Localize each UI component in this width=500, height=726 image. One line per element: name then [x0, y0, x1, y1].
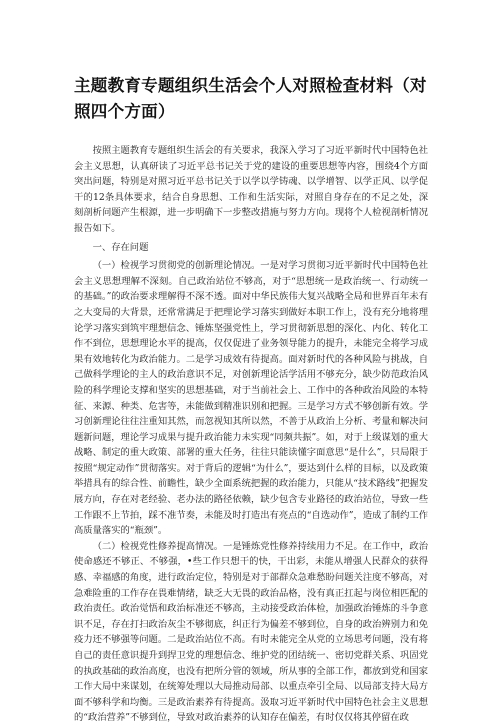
problem-paragraph-1: （一）检视学习贯彻党的创新理论情况。一是对学习贯彻习近平新时代中国特色社会主义思想理解不深刻。自己政治站位不够高，对于“思想统一是政治统一、行动统一的基础。”的政治要求理解得不深不透。面对中华民族伟大复兴战略全局和世界百年未有之大变局的大背景，还常常满足于把理论学习落实到做好本职工作上，没有充分地将理论学习落实到筑牢理想信念、锤炼坚强党性上，学习贯彻新思想的深化、内化、转化工作不到位，思想理论水平的提高，仅仅促进了业务领导能力的提升，未能完全将学习成果有效地转化为政治能力。二是学习成效有待提高。面对新时代的各种风险与挑战，自己做科学理论的主人的政治意识不足，对创新理论活学活用不够充分，缺少防范政治风险的科学理论支撑和坚实的思想基础，对于当前社会上、工作中的各种政治风险的本特征、来源、种类、危害等，未能做到精准识别和把握。三是学习方式不够创新有效。学习创新理论往往注重知其然，而忽视知其所以然，不善于从政治上分析、考量和解决问题新问题，理论学习成果与提升政治能力未实现“同频共振”。如，对于上级谋划的重大战略、制定的重大政策、部署的重大任务，往往只能读懂字面意思“是什么”，只局限于按照“规定动作”贯彻落实。对于背后的逻辑“为什么”，要达到什么样的目标，以及政策举措具有的综合性、前瞻性，缺少全面系统把握的政治能力，只能从“技术路线”把握发展方向，存在对老经验、老办法的路径依赖，缺少包含专业路径的政治站位，导致一些工作跟不上节拍，踩不准节奏，未能及时打造出有亮点的“自选动作”，造成了制约工作高质量落实的“瓶颈”。: [74, 260, 428, 537]
document-body: [74, 143, 428, 726]
section-heading: 一、存在问题: [92, 241, 149, 253]
problem-paragraph-2: （二）检视党性修养提高情况。一是锤炼党性修养持续用力不足。在工作中，政治使命感还不够正、不够强，•些工作只想干的快，干出彩，未能从增强人民群众的获得感、幸福感的角度，进行政治定位，特别是对于部群众急难愁盼问题关注度不够高，对急难险重的工作存在畏难情绪，缺乏大无畏的政治品格，没有真正扛起与岗位相匹配的政治责任。政治觉悟和政治标准还不够高，主动接受政治体检，加强政治锤炼的斗争意识不足，存在打扫政治灰尘不够彻底，纠正行为偏差不够到位，自身的政治辨别力和免疫力还不够强等问题。二是政治站位不高。有时未能完全从党的立场思考问题，没有将自己的责任意识提升到捍卫党的理想信念、维护党的团结统一、密切党群关系、巩固党的执政基础的政治高度，也没有把所分管的领域，所从事的全部工作，都放到党和国家工作大局中来谋划，在统筹处理以大局推动局部、以重点牵引全局、以局部支持大局方面不够科学和均衡。三是政治素养有待提高。汲取习近平新时代中国特色社会主义思想的“政治营养”不够到位，导致对政治素养的认知存在偏差，有时仅仅将其停留在政: [74, 540, 428, 724]
intro-paragraph: 按照主题教育专题组织生活会的有关要求，我深入学习了习近平新时代中国特色社会主义思想，认真研读了习近平总书记关于党的建设的重要思想等内容，围绕4个方面突出问题，特别是对照习近平总书记关于以学以学铸魂、以学增智、以学正风、以学促干的12条具体要求，结合自身思想、工作和生活实际，对照自身存在的不足之处，深刻剖析问题产生根源，进一步明确下一步整改措施与努力方向。现将个人检视剖析情况报告如下。: [74, 145, 428, 234]
document-title: 主题教育专题组织生活会个人对照检查材料（对照四个方面）: [74, 75, 427, 121]
